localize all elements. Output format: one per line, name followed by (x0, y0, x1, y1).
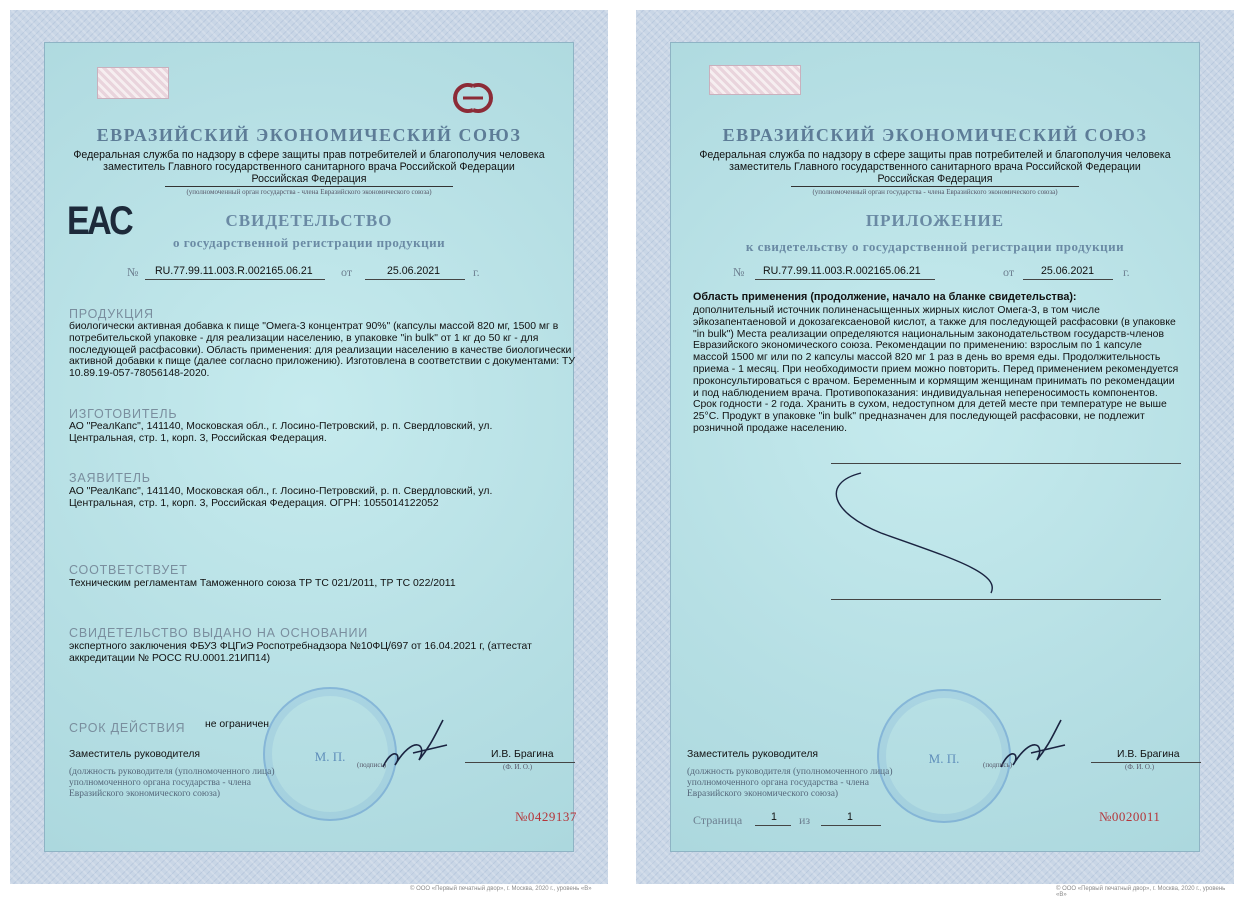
signature-note: (подпись) (983, 761, 1013, 769)
scope-heading: Область применения (продолжение, начало на бланке свидетельства): (693, 291, 1077, 303)
document-title: СВИДЕТЕЛЬСТВО (225, 211, 393, 230)
page-label: Страница (693, 813, 743, 827)
signer-role: Заместитель руководителя (687, 749, 819, 760)
serial-number: №0020011 (1099, 809, 1161, 824)
union-heading: ЕВРАЗИЙСКИЙ ЭКОНОМИЧЕСКИЙ СОЮЗ (96, 125, 522, 145)
hologram (709, 65, 801, 95)
role-note: (должность руководителя (уполномоченного лица) уполномоченного органа государства - члена Евразийского экономического союза) (687, 767, 893, 799)
printer-footer: © ООО «Первый печатный двор», г. Москва, 2020 г., уровень «В» (410, 886, 592, 892)
appendix-page (636, 10, 1234, 898)
validity-value: не ограничен (205, 719, 270, 730)
year-suffix: г. (1123, 265, 1130, 279)
conforms-text: Техническим регламентам Таможенного союза ТР ТС 021/2011, ТР ТС 022/2011 (69, 578, 456, 589)
role-note: (должность руководителя (уполномоченного лица) уполномоченного органа государства - члена Евразийского экономического союза) (69, 767, 275, 799)
agency-line-2: заместитель Главного государственного санитарного врача Российской Федерации (729, 161, 1141, 173)
issue-date: 25.06.2021 (1041, 265, 1095, 277)
se-logo-icon (443, 81, 503, 120)
authority-note: (уполномоченный орган государства - члена Евразийского экономического союза) (812, 188, 1058, 196)
number-underline (755, 279, 935, 280)
serial-number: №0429137 (515, 809, 577, 824)
document-title: ПРИЛОЖЕНИЕ (865, 211, 1005, 230)
agency-line-1: Федеральная служба по надзору в сфере защиты прав потребителей и благополучия человека (73, 149, 545, 161)
signature-note: (подпись) (357, 761, 387, 769)
union-heading: ЕВРАЗИЙСКИЙ ЭКОНОМИЧЕСКИЙ СОЮЗ (722, 125, 1148, 145)
cancel-stroke-icon (821, 463, 1031, 608)
fio-note: (Ф. И. О.) (503, 763, 533, 771)
divider (165, 186, 453, 187)
from-label: от (1003, 265, 1015, 279)
document-subtitle: к свидетельству о государственной регистрации продукции (745, 239, 1125, 254)
signer-role: Заместитель руководителя (69, 749, 201, 760)
product-text: биологически активная добавка к пище "Омега-3 концентрат 90%" (капсулы массой 820 мг, 1500 мг в потребительской упаковке - для реализации населению, в упаковке "in bulk" от 1 кг до 50 кг - для последующей расфасовки). Область применения: для реализации населению в качестве биологически активной добавки к пище (далее согласно приложению). Изготовлена в соответствии с документами: ТУ 10.89.19-057-78056148-2020. (69, 321, 575, 380)
page-number: 1 (771, 811, 777, 823)
basis-text: экспертного заключения ФБУЗ ФЦГиЭ Роспотребнадзора №10ФЦ/697 от 16.04.2021 г, (аттестат аккредитации № РОСС RU.0001.21ИП14) (69, 641, 532, 664)
eac-mark: EAC (67, 199, 132, 243)
document-subtitle: о государственной регистрации продукции (172, 235, 446, 250)
applicant-label: ЗАЯВИТЕЛЬ (69, 471, 151, 485)
manufacturer-label: ИЗГОТОВИТЕЛЬ (69, 407, 178, 421)
product-label: ПРОДУКЦИЯ (69, 307, 154, 321)
stamp-label: М. П. (314, 749, 346, 764)
page-underline (755, 825, 791, 826)
manufacturer-text: АО "РеалКапс", 141140, Московская обл., г. Лосино-Петровский, р. п. Свердловский, ул. Центральная, стр. 1, корп. 3, Российская Федерация. (69, 421, 493, 444)
page-total: 1 (847, 811, 853, 823)
signature-icon (373, 715, 453, 780)
issue-date: 25.06.2021 (387, 265, 441, 277)
authority-note: (уполномоченный орган государства - члена Евразийского экономического союза) (186, 188, 432, 196)
hologram (97, 67, 169, 99)
applicant-text: АО "РеалКапс", 141140, Московская обл., г. Лосино-Петровский, р. п. Свердловский, ул. Центральная, стр. 1, корп. 3, Российская Федерация. ОГРН: 1055014122052 (69, 486, 493, 509)
signer-name: И.В. Брагина (1117, 749, 1180, 760)
signer-name: И.В. Брагина (491, 749, 554, 760)
stamp-label: М. П. (928, 751, 960, 766)
certificate-body (44, 42, 577, 852)
blank-line-bottom (831, 599, 1161, 600)
year-suffix: г. (473, 265, 480, 279)
total-underline (821, 825, 881, 826)
agency-line-3: Российская Федерация (251, 173, 367, 185)
from-label: от (341, 265, 353, 279)
basis-label: СВИДЕТЕЛЬСТВО ВЫДАНО НА ОСНОВАНИИ (69, 626, 369, 640)
certificate-page (10, 10, 608, 892)
validity-label: СРОК ДЕЙСТВИЯ (69, 721, 186, 735)
registration-number: RU.77.99.11.003.R.002165.06.21 (155, 265, 313, 277)
date-underline (365, 279, 465, 280)
divider (791, 186, 1079, 187)
appendix-body (670, 42, 1200, 852)
number-label: № (127, 265, 139, 279)
of-label: из (799, 813, 811, 827)
conforms-label: СООТВЕТСТВУЕТ (69, 563, 188, 577)
number-label: № (733, 265, 745, 279)
agency-line-1: Федеральная служба по надзору в сфере защиты прав потребителей и благополучия человека (699, 149, 1171, 161)
number-underline (145, 279, 325, 280)
registration-number: RU.77.99.11.003.R.002165.06.21 (763, 265, 921, 277)
scope-text: дополнительный источник полиненасыщенных жирных кислот Омега-3, в том числе эйкозапентаеновой и докозагексаеновой кислот, а также для последующей расфасовки (в упаковке "in bulk") Места реализации определяются национальным законодательством государств-членов Евразийского экономического союза. Рекомендации по применению: взрослым по 1 капсуле массой 1500 мг или по 2 капсулы массой 820 мг 1 раз в день во время еды. Продолжительность приема - 1 месяц. При необходимости прием можно повторить. Перед применением рекомендуется проконсультироваться с врачом. Беременным и кормящим женщинам принимать по рекомендации и под наблюдением врача. Противопоказания: индивидуальная непереносимость компонентов. Срок годности - 2 года. Хранить в сухом, недоступном для детей месте при температуре не выше 25°С. Продукт в упаковке "in bulk" предназначен для последующей расфасовки, не подлежит розничной продаже населению. (693, 305, 1179, 434)
printer-footer: © ООО «Первый печатный двор», г. Москва, 2020 г., уровень «В» (1056, 886, 1226, 898)
signature-icon (991, 715, 1071, 780)
fio-note: (Ф. И. О.) (1125, 763, 1155, 771)
date-underline (1023, 279, 1113, 280)
agency-line-3: Российская Федерация (877, 173, 993, 185)
agency-line-2: заместитель Главного государственного санитарного врача Российской Федерации (103, 161, 515, 173)
